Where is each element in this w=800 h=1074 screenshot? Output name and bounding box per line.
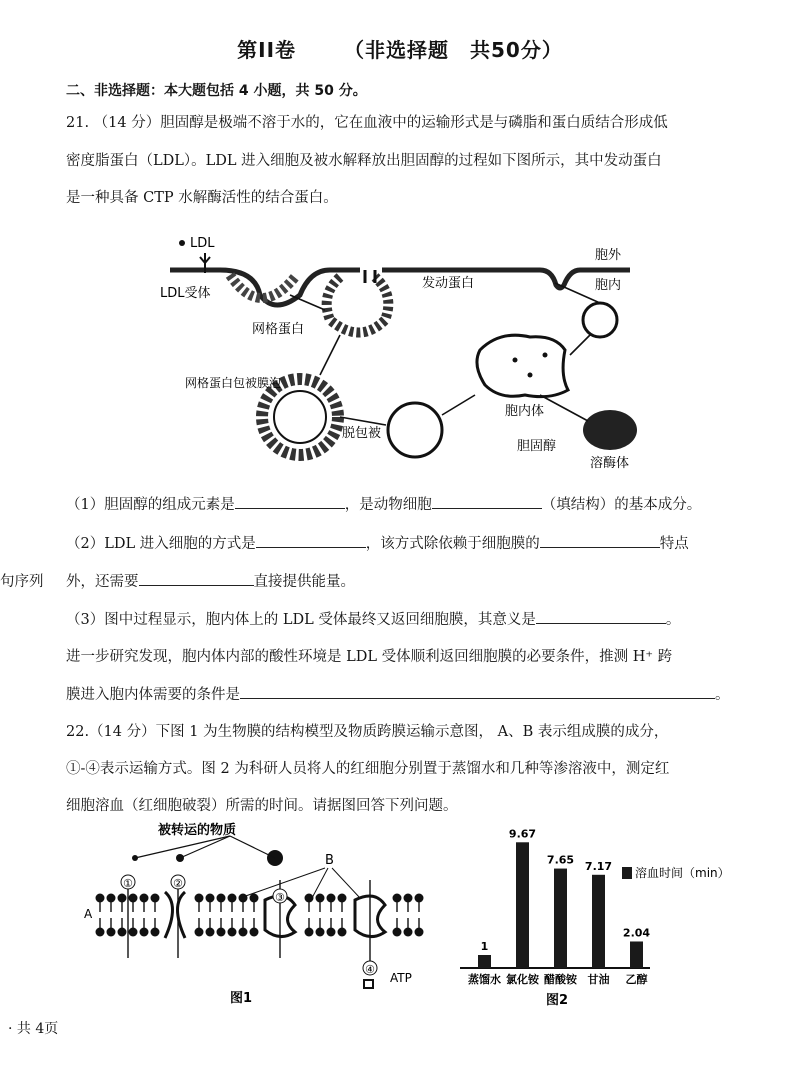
lipid-head: [404, 894, 413, 903]
lipid-head: [151, 894, 160, 903]
forming-vesicle: [327, 277, 389, 333]
category-label-2: 醋酸铵: [544, 973, 577, 986]
label-b: B: [325, 853, 334, 868]
section-heading: 二、非选择题：本大题包括 4 小题，共 50 分。: [66, 83, 367, 99]
bar-value-label-1: 9.67: [508, 827, 537, 841]
lipid-head: [118, 928, 127, 937]
lipid-head: [118, 894, 127, 903]
atp-label: ATP: [390, 971, 412, 985]
diagram-label-dynamin: 发动蛋白: [422, 276, 475, 291]
legend-label: 溶血时间（min）: [635, 866, 730, 880]
page-footer: · 共 4页: [8, 1021, 59, 1037]
bar-2: [554, 869, 567, 968]
diagram-label-inside: 胞内: [595, 278, 622, 293]
bar-0: [478, 955, 491, 968]
lipid-head: [250, 928, 259, 937]
endosome: [477, 335, 568, 396]
fig2-caption: 图2: [546, 993, 569, 1008]
bars: [468, 827, 650, 986]
q21-part-2: （2）LDL 进入细胞的方式是 ，该方式除依赖于细胞膜的 特点: [66, 532, 689, 553]
answer-blank[interactable]: [256, 533, 366, 548]
answer-blank[interactable]: [240, 684, 715, 699]
answer-blank[interactable]: [536, 609, 666, 624]
title-note: （非选择题 共50分）: [344, 38, 563, 62]
answer-blank[interactable]: [235, 494, 345, 509]
answer-blank[interactable]: [139, 571, 254, 586]
q21-intro-line-1: 21. （14 分）胆固醇是极端不溶于水的，它在血液中的运输形式是与磷脂和蛋白质结合形成低: [66, 115, 668, 131]
lipid-head: [129, 894, 138, 903]
q22-intro-line-1: 22.（14 分）下图 1 为生物膜的结构模型及物质跨膜运输示意图， A、B 表示组成膜的成分，: [66, 724, 669, 740]
answer-blank[interactable]: [432, 494, 542, 509]
lipid-head: [151, 928, 160, 937]
q21-part-3: （3）图中过程显示，胞内体上的 LDL 受体最终又返回细胞膜，其意义是 。: [66, 608, 680, 629]
membrane-right: [382, 270, 630, 288]
diagram-label-outside: 胞外: [595, 248, 622, 263]
lipid-head: [316, 928, 325, 937]
q22-intro-line-2: ①-④表示运输方式。图 2 为科研人员将人的红细胞分别置于蒸馏水和几种等渗溶液中，测定红: [66, 761, 670, 777]
margin-note: 句序列: [0, 574, 44, 590]
page-count: 共 4页: [16, 1021, 59, 1037]
bar-value-label-0: 1: [480, 940, 489, 953]
diagram-label-uncoat: 脱包被: [342, 426, 382, 441]
diagram-label-ldl: LDL: [190, 236, 215, 251]
q21-part-3-line-2: 进一步研究发现，胞内体内部的酸性环境是 LDL 受体顺利返回细胞膜的必要条件，推测 H⁺ 跨: [66, 649, 673, 665]
lipid-head: [404, 928, 413, 937]
lipid-head: [129, 928, 138, 937]
fig1-caption: 图1: [230, 991, 253, 1006]
lipid-head: [206, 894, 215, 903]
svg-text:③: ③: [275, 891, 285, 904]
lipid-head: [195, 894, 204, 903]
bar-value-label-4: 2.04: [622, 926, 651, 940]
answer-blank[interactable]: [540, 533, 660, 548]
q21-part-2-cont: 外，还需要 直接提供能量。: [66, 570, 355, 591]
lipid-head: [217, 928, 226, 937]
lipid-head: [393, 928, 402, 937]
lipid-head: [228, 928, 237, 937]
lipid-head: [239, 894, 248, 903]
bar-value-label-3: 7.17: [584, 859, 613, 873]
lipid-head: [327, 928, 336, 937]
recycling-vesicle: [583, 303, 617, 337]
lipid-head: [96, 894, 105, 903]
bar-value-label-2: 7.65: [546, 853, 575, 867]
svg-text:②: ②: [173, 877, 183, 890]
uncoated-vesicle: [388, 403, 442, 457]
lipid-head: [338, 928, 347, 937]
category-label-4: 乙醇: [625, 973, 648, 986]
lipid-head: [415, 928, 424, 937]
lipid-head: [327, 894, 336, 903]
bar-1: [516, 842, 529, 968]
diagram-label-cholesterol: 胆固醇: [517, 439, 557, 454]
lipid-head: [96, 928, 105, 937]
lipid-head: [305, 928, 314, 937]
title-part: 第II卷: [237, 38, 297, 62]
category-label-3: 甘油: [587, 973, 610, 986]
bar-4: [630, 941, 643, 968]
diagram-label-lysosome: 溶酶体: [590, 456, 630, 471]
svg-text:①: ①: [123, 877, 133, 890]
lipid-head: [316, 894, 325, 903]
lipid-head: [217, 894, 226, 903]
lipid-head: [250, 894, 259, 903]
ldl-endocytosis-diagram: [160, 225, 650, 475]
bar-3: [592, 875, 605, 968]
substance-label: 被转运的物质: [158, 823, 237, 838]
legend-swatch: [622, 867, 632, 879]
diagram-label-endosome: 胞内体: [505, 404, 545, 419]
lipid-head: [415, 894, 424, 903]
lipid-head: [107, 928, 116, 937]
page-title: [0, 34, 800, 63]
lipid-head: [140, 894, 149, 903]
lipid-head: [140, 928, 149, 937]
lipid-head: [228, 894, 237, 903]
diagram-label-coated-vesicle: 网格蛋白包被膜泡: [185, 376, 282, 390]
q21-intro-line-2: 密度脂蛋白（LDL）。LDL 进入细胞及被水解释放出胆固醇的过程如下图所示，其中发动蛋白: [66, 153, 662, 169]
diagram-label-clathrin: 网格蛋白: [252, 322, 305, 337]
hemolysis-chart: [450, 822, 750, 1012]
lipid-head: [239, 928, 248, 937]
ldl-particle: [179, 240, 185, 246]
q22-intro-line-3: 细胞溶血（红细胞破裂）所需的时间。请据图回答下列问题。: [66, 798, 458, 814]
lipid-head: [206, 928, 215, 937]
q21-intro-line-3: 是一种具备 CTP 水解酶活性的结合蛋白。: [66, 190, 338, 206]
lipid-head: [195, 928, 204, 937]
lipid-head: [338, 894, 347, 903]
q21-part-1: （1）胆固醇的组成元素是 ，是动物细胞 （填结构）的基本成分。: [66, 493, 701, 514]
label-a: A: [84, 907, 93, 921]
category-label-0: 蒸馏水: [468, 973, 501, 986]
category-label-1: 氯化铵: [506, 973, 539, 986]
lysosome: [583, 410, 637, 450]
svg-text:④: ④: [365, 963, 375, 976]
q21-part-3-line-3: 膜进入胞内体需要的条件是 。: [66, 683, 730, 704]
diagram-label-ldl-receptor: LDL受体: [160, 286, 211, 301]
lipid-head: [107, 894, 116, 903]
lipid-head: [393, 894, 402, 903]
membrane-transport-figure: [80, 820, 440, 1010]
